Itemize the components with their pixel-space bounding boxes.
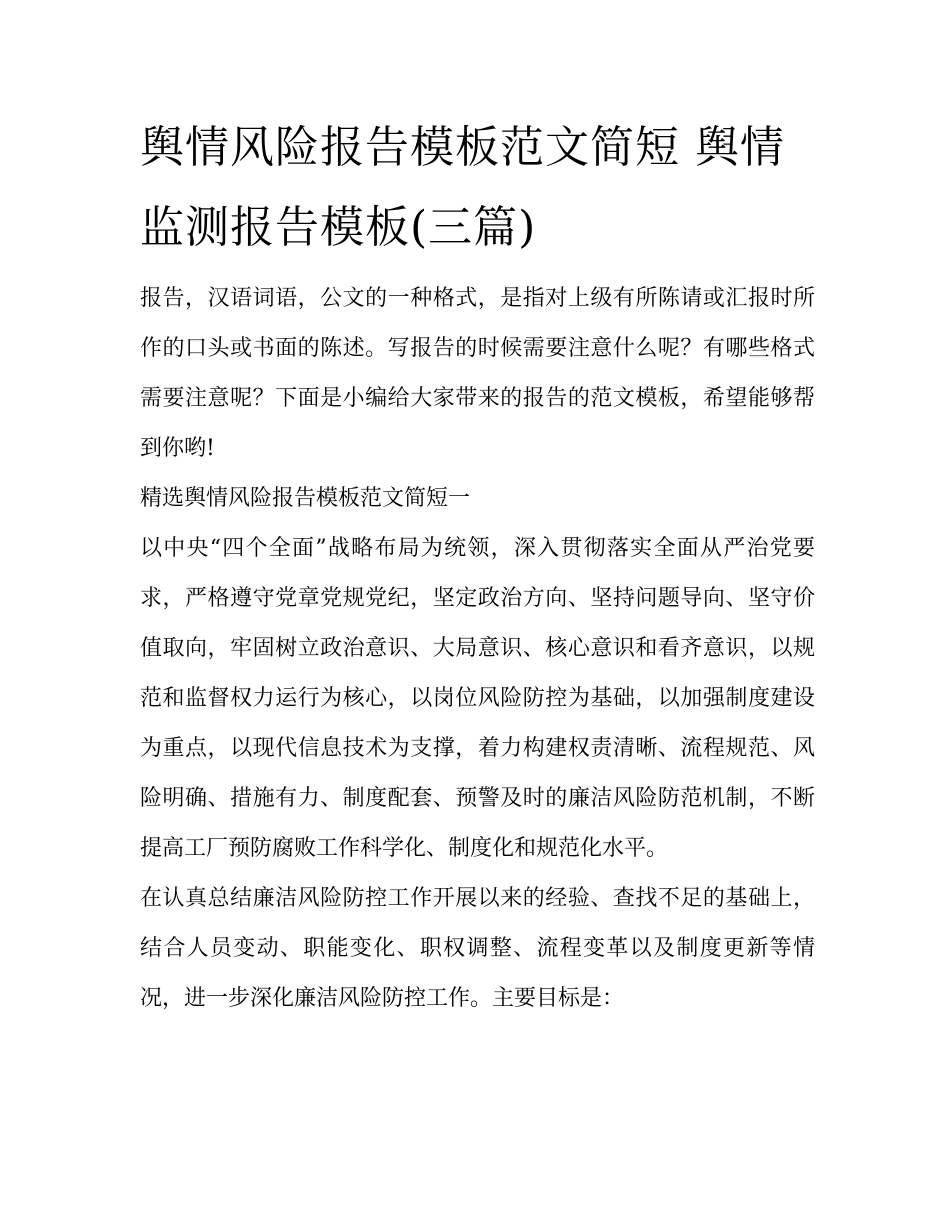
- section-heading: 精选舆情风险报告模板范文简短一: [140, 486, 471, 511]
- document-page: [140, 108, 815, 1024]
- body-paragraph-2: 在认真总结廉洁风险防控工作开展以来的经验、查找不足的基础上，结合人员变动、职能变化、职权调整、流程变革以及制度更新等情况，进一步深化廉洁风险防控工作。主要目标是：: [140, 886, 815, 1011]
- intro-paragraph: 报告，汉语词语，公文的一种格式，是指对上级有所陈请或汇报时所作的口头或书面的陈述。写报告的时候需要注意什么呢？有哪些格式需要注意呢？下面是小编给大家带来的报告的范文模板，希望能够帮到你哟!: [140, 286, 815, 461]
- document-title: 舆情风险报告模板范文简短 舆情监测报告模板(三篇): [140, 122, 785, 253]
- body-paragraph-1: 以中央“四个全面”战略布局为统领，深入贯彻落实全面从严治党要求，严格遵守党章党规党纪，坚定政治方向、坚持问题导向、坚守价值取向，牢固树立政治意识、大局意识、核心意识和看齐意识，以规范和监督权力运行为核心，以岗位风险防控为基础，以加强制度建设为重点，以现代信息技术为支撑，着力构建权责清晰、流程规范、风险明确、措施有力、制度配套、预警及时的廉洁风险防范机制，不断提高工厂预防腐败工作科学化、制度化和规范化水平。: [140, 536, 815, 861]
